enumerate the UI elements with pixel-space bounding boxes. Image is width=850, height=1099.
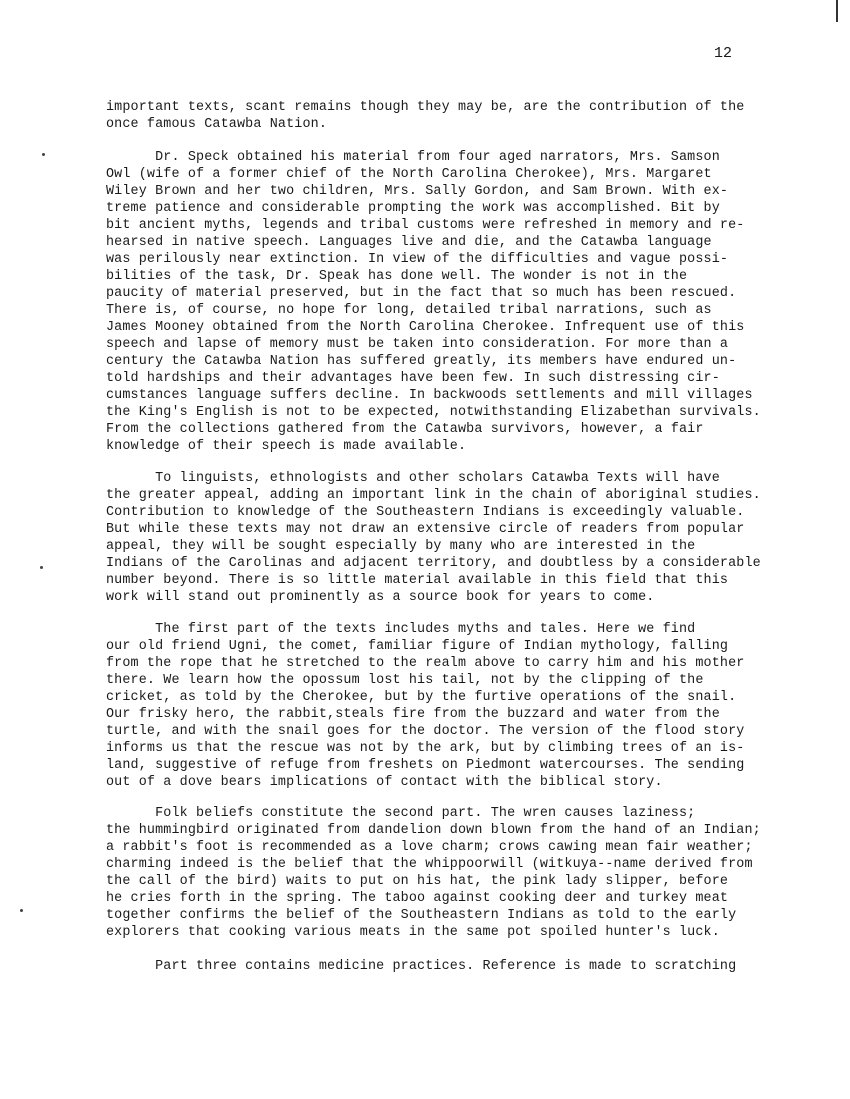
- text-line: Contribution to knowledge of the Southeastern Indians is exceedingly valuable.: [106, 505, 745, 520]
- page-edge-mark: [836, 0, 838, 22]
- text-line: told hardships and their advantages have been few. In such distressing cir-: [106, 371, 720, 386]
- text-line: cricket, as told by the Cherokee, but by the furtive operations of the snail.: [106, 690, 737, 705]
- text-line: speech and lapse of memory must be taken into consideration. For more than a: [106, 337, 729, 352]
- scan-speck: [40, 566, 43, 569]
- text-line: Folk beliefs constitute the second part. The wren causes laziness;: [106, 806, 696, 821]
- text-line: There is, of course, no hope for long, detailed tribal narrations, such as: [106, 303, 712, 318]
- text-line: out of a dove bears implications of contact with the biblical story.: [106, 775, 663, 790]
- text-line: bilities of the task, Dr. Speak has done well. The wonder is not in the: [106, 269, 688, 284]
- text-line: cumstances language suffers decline. In backwoods settlements and mill villages: [106, 388, 753, 403]
- text-line: explorers that cooking various meats in the same pot spoiled hunter's luck.: [106, 925, 720, 940]
- text-line: land, suggestive of refuge from freshets on Piedmont watercourses. The sending: [106, 758, 745, 773]
- scan-speck: [42, 153, 45, 156]
- text-line: the greater appeal, adding an important link in the chain of aboriginal studies.: [106, 488, 761, 503]
- text-line: a rabbit's foot is recommended as a love charm; crows cawing mean fair weather;: [106, 840, 753, 855]
- text-line: appeal, they will be sought especially by many who are interested in the: [106, 539, 696, 554]
- text-line: Indians of the Carolinas and adjacent territory, and doubtless by a considerable: [106, 556, 761, 571]
- text-line: from the rope that he stretched to the realm above to carry him and his mother: [106, 656, 745, 671]
- text-line: once famous Catawba Nation.: [106, 117, 328, 132]
- text-line: But while these texts may not draw an extensive circle of readers from popular: [106, 522, 745, 537]
- text-line: together confirms the belief of the Southeastern Indians as told to the early: [106, 908, 737, 923]
- text-line: turtle, and with the snail goes for the doctor. The version of the flood story: [106, 724, 745, 739]
- text-line: paucity of material preserved, but in the fact that so much has been rescued.: [106, 286, 737, 301]
- text-line: the King's English is not to be expected, notwithstanding Elizabethan survivals.: [106, 405, 761, 420]
- text-line: Dr. Speck obtained his material from four aged narrators, Mrs. Samson: [106, 150, 720, 165]
- text-line: To linguists, ethnologists and other scholars Catawba Texts will have: [106, 471, 720, 486]
- text-line: he cries forth in the spring. The taboo against cooking deer and turkey meat: [106, 891, 729, 906]
- text-line: the call of the bird) waits to put on his hat, the pink lady slipper, before: [106, 874, 729, 889]
- text-line: our old friend Ugni, the comet, familiar figure of Indian mythology, falling: [106, 639, 729, 654]
- scan-speck: [20, 909, 23, 912]
- text-line: charming indeed is the belief that the whippoorwill (witkuya--name derived from: [106, 857, 753, 872]
- text-line: century the Catawba Nation has suffered greatly, its members have endured un-: [106, 354, 737, 369]
- text-line: Part three contains medicine practices. Reference is made to scratching: [106, 959, 737, 974]
- text-line: there. We learn how the opossum lost his tail, not by the clipping of the: [106, 673, 704, 688]
- text-line: important texts, scant remains though they may be, are the contribution of the: [106, 100, 745, 115]
- text-line: Owl (wife of a former chief of the North Carolina Cherokee), Mrs. Margaret: [106, 167, 712, 182]
- text-line: Wiley Brown and her two children, Mrs. Sally Gordon, and Sam Brown. With ex-: [106, 184, 729, 199]
- text-line: James Mooney obtained from the North Carolina Cherokee. Infrequent use of this: [106, 320, 745, 335]
- text-line: The first part of the texts includes myths and tales. Here we find: [106, 622, 696, 637]
- text-line: knowledge of their speech is made available.: [106, 439, 467, 454]
- text-line: informs us that the rescue was not by the ark, but by climbing trees of an is-: [106, 741, 745, 756]
- text-line: number beyond. There is so little material available in this field that this: [106, 573, 729, 588]
- text-line: the hummingbird originated from dandelion down blown from the hand of an Indian;: [106, 823, 761, 838]
- text-line: From the collections gathered from the Catawba survivors, however, a fair: [106, 422, 704, 437]
- text-line: treme patience and considerable prompting the work was accomplished. Bit by: [106, 201, 720, 216]
- text-line: work will stand out prominently as a source book for years to come.: [106, 590, 655, 605]
- text-line: Our frisky hero, the rabbit,steals fire from the buzzard and water from the: [106, 707, 720, 722]
- text-line: was perilously near extinction. In view of the difficulties and vague possi-: [106, 252, 729, 267]
- text-line: bit ancient myths, legends and tribal customs were refreshed in memory and re-: [106, 218, 745, 233]
- text-line: hearsed in native speech. Languages live and die, and the Catawba language: [106, 235, 712, 250]
- page-number: 12: [714, 45, 733, 62]
